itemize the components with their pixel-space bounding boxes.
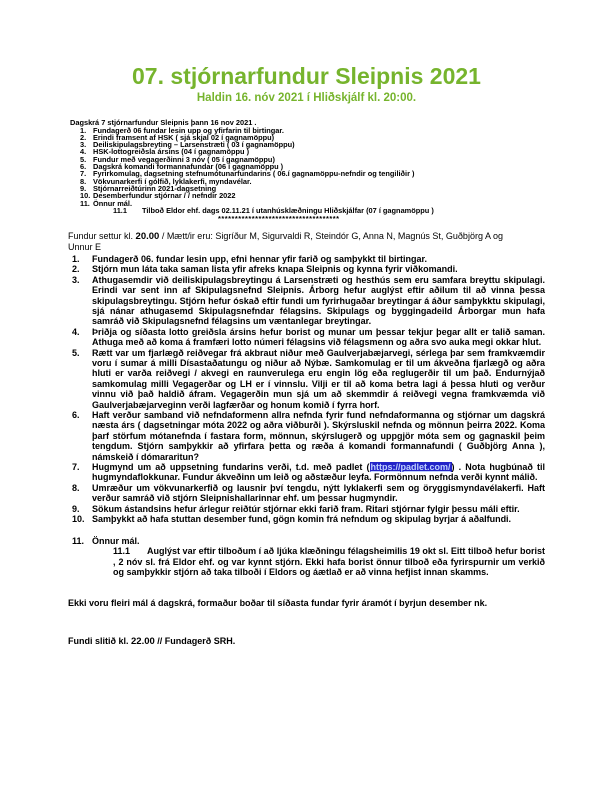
minutes-item-number: 6. xyxy=(72,410,80,421)
minutes-item-text: Sökum ástandsins hefur árlegur reiðtúr stjórnar ekki farið fram. Ritari stjórnar fylgir þessu máli eftir. xyxy=(92,503,520,514)
agenda-item-number: 2. xyxy=(80,132,87,142)
asterisk-divider: ************************************ xyxy=(218,213,340,223)
minutes-item xyxy=(68,483,545,504)
minutes-item xyxy=(68,327,545,348)
minutes-item-number: 7. xyxy=(72,462,80,473)
minutes-item-text: Rætt var um fjarlægð reiðvegar frá akbraut niður með Gaulverjabæjarvegi, sérlega þar sem framkvæmdir voru í sumar á milli Dísastaðatungu og niður að Nýbæ. Samkomulag er til um ákveðna fjarlægð og aðra hluti er varða reiðvegi / akvegi en raunverulega eru engin lög eða reglugerðir til um það. Endurnýjað samkomulag milli Vegagerðar og LH er í vinnslu. Vilji er til að koma betra lagi á þessa hluti og verður vinnu við það haldið áfram. Vegagerðin mun sjá um að skemmdir á reiðvegi vegna framkvæmda við Gaulverjabæjarveginn verði lagfærðar og honum komið í fyrra horf. xyxy=(92,347,545,410)
minutes-item-text: Fundagerð 06. fundar lesin upp, efni hennar yfir farið og samþykkt til birtingar. xyxy=(92,253,428,264)
agenda-item-text: Desemberfundur stjórnar / / nefndir 2022 xyxy=(93,191,236,201)
agenda-item-number: 3. xyxy=(80,140,87,150)
minutes-item-number: 3. xyxy=(72,274,80,285)
minutes-item-number: 10. xyxy=(72,514,85,525)
minutes-item-number: 8. xyxy=(72,482,80,493)
agenda-item-number: 5. xyxy=(80,154,87,164)
minutes-other-items xyxy=(68,536,545,546)
agenda-item-text: Vökvunarkerfi í gólfið, lyklakerfi, myndavélar. xyxy=(93,176,252,186)
meeting-adjourned-text: Fundi slitið kl. xyxy=(68,635,131,646)
agenda-item-text: HSK-lottogreiðsla ársins (04 í gagnamöppu ) xyxy=(93,147,250,157)
link-post-text: ) . Nota hugbúnað til hugmyndaflokkunar. Fundur ákveðinn um leið og aðstæður leyfa. Formönnum nefnda verði kynnt málið. xyxy=(92,462,545,483)
minutes-item-text: Umræður um vökvunarkerfið og lausnir því tengdu, nýtt lyklakerfi sem og öryggismyndavélakerfi. Haft verður samráð við stjórn Sleipnishallarinnar ehf. um þessar hugmyndir. xyxy=(92,482,545,504)
agenda-item-text: Deiliskipulagsbreyting – Larsenstræti ( 03 í gagnamöppu) xyxy=(93,140,295,150)
agenda-subitem-text: Tilboð Eldor ehf. dags 02.11.21 í utanhúsklæðningu Hliðskjálfar (07 í gagnamöppu ) xyxy=(141,206,434,216)
minutes-subitem-number: 11.1 xyxy=(113,546,131,557)
agenda-item-text: Fyrirkomulag, dagsetning stefnumótunarfundarins ( 06.í gagnamöppu-nefndir og tengiliðir ) xyxy=(93,169,415,179)
agenda-item-number: 9. xyxy=(80,183,87,193)
agenda-item-number: 10. xyxy=(80,191,91,201)
agenda-item xyxy=(68,192,545,199)
agenda-item-number: 4. xyxy=(80,147,87,157)
minutes-item-number: 11. xyxy=(72,535,85,546)
closing-paragraph: Ekki voru fleiri mál á dagskrá, formaður boðar til síðasta fundar fyrir áramót í byrjun desember nk. xyxy=(68,597,488,608)
agenda-item-text: Önnur mál. xyxy=(93,198,133,208)
minutes-item-number: 1. xyxy=(72,253,80,264)
minutes-item xyxy=(68,410,545,462)
minutes-item-text: Þriðja og síðasta lotto greiðsla ársins hefur borist og munar um þessar tekjur þegar allt er talið saman. Athuga með að koma á framfæri lotto númeri félagsins við félagsmenn og aðra svo auka megi okkar hlut. xyxy=(92,326,545,348)
page-title: 07. stjórnarfundur Sleipnis 2021 xyxy=(132,63,481,89)
minutes-item xyxy=(68,254,545,264)
agenda-item-number: 11. xyxy=(80,198,90,208)
link-pre-text: Hugmynd um að uppsetning fundarins verði, t.d. með padlet ( xyxy=(92,462,370,473)
minutes-item xyxy=(68,514,545,524)
attendee-names-overflow: Unnur E xyxy=(68,242,102,253)
agenda-item-text: Fundagerð 06 fundar lesin upp og yfirfarin til birtingar. xyxy=(93,125,284,135)
minutes-item-with-link xyxy=(68,462,545,483)
padlet-link[interactable]: https://padlet.com/ xyxy=(370,462,451,473)
minutes-item-number: 5. xyxy=(72,347,80,358)
meeting-start-time: 20.00 xyxy=(135,230,160,242)
minutes-item-text: Athugasemdir við deiliskipulagsbreytingu á Larsenstræti og hesthús sem eru samfara breyttu skipulagi. Erindi var sent inn af Skipulagsnefnd Sleipnis. Árborg hefur auglýst eftir aðilum til að vinna þessa skipulagsbreytingu. Stjórn hefur óskað eftir fundi um fyrirhugaðar breytingar á áður samþykktu skipulagi, sjá nánar athugasemd Skipulagsnefndar félagsins. Skipulags og byggingadeild Árborgar mun hafa samráð við Skipulagsnefnd félagsins um væntanlegar breytingar. xyxy=(92,274,545,327)
signoff-line xyxy=(68,636,545,647)
agenda-item-text: Dagskrá komandi formannafundar (06 í gagnamöppu ) xyxy=(93,162,284,172)
agenda-item-text: Stjórnarreiðtúrinn 2021-dagsetning xyxy=(93,183,217,193)
minutes-other-label: Önnur mál. xyxy=(92,535,140,546)
minutes-item-text: Stjórn mun láta taka saman lista yfir afreks knapa Sleipnis og kynna fyrir viðkomandi. xyxy=(92,264,458,275)
agenda-section xyxy=(68,119,545,222)
minutes-item-number: 9. xyxy=(72,503,80,514)
agenda-item-text: Fundur með vegagerðinni 3 nóv ( 05 í gagnamöppu) xyxy=(93,154,275,164)
minutes-subitem-text: Auglýst var eftir tilboðum í að ljúka klæðningu félagsheimilis 19 okt sl. Eitt tilboð hefur borist , 2 nóv sl. frá Eldor ehf. og var kynnt stjórn. Ekki hafa borist önnur tilboð eða fyrirspurnir um verkið og samþykkir stjórn að taka tilboði í Eldors og áætlað er að vinna hefjist innan skamms. xyxy=(113,546,545,578)
agenda-item-number: 8. xyxy=(80,176,87,186)
minutes-item-number: 4. xyxy=(72,326,80,337)
minutes-author: // Fundagerð SRH. xyxy=(154,635,236,646)
agenda-heading: Dagskrá 7 stjórnarfundur Sleipnis þann 16 nov 2021 . xyxy=(70,118,257,128)
minutes-subitem xyxy=(68,546,545,577)
minutes-item xyxy=(68,348,545,410)
minutes-item-text: Samþykkt að hafa stuttan desember fund, gögn komin frá nefndum og skipulag byrjar á aðalfundi. xyxy=(92,514,512,525)
agenda-item-number: 1. xyxy=(80,125,87,135)
attendee-names: / Mætt/ir eru: Sigríður M, Sigurvaldi R, Steindór G, Anna N, Magnús St, Guðbjörg A og xyxy=(159,230,503,241)
page-subtitle: Haldin 16. nóv 2021 í Hliðskjálf kl. 20:00. xyxy=(196,92,417,105)
minutes-item xyxy=(68,264,545,274)
agenda-subitem-number: 11.1 xyxy=(113,206,127,216)
agenda-item-number: 7. xyxy=(80,169,87,179)
attendance-line xyxy=(68,231,545,253)
agenda-item-text: Erindi framsent af HSK ( sjá skjal 02 í gagnamöppu) xyxy=(93,132,275,142)
minutes-section xyxy=(68,254,545,578)
meeting-end-time: 22.00 xyxy=(131,635,155,647)
agenda-item-number: 6. xyxy=(80,162,87,172)
minutes-item-text xyxy=(92,462,545,483)
minutes-item xyxy=(68,504,545,514)
minutes-item xyxy=(68,275,545,327)
minutes-item-text: Haft verður samband við nefndaformenn allra nefnda fyrir fund nefndaformanna og stjórnar um dagskrá næsta árs ( dagsetningar móta 2022 og aðra viðburði ). Skýrsluskil nefnda og mönnun þeirra 2022. Koma þarf störfum mótanefnda í fastara form, mönnun, skýrslugerð og uppgjör móta sem og gagnaskil þeim tengdum. Stjórn samþykkir að yfirfara þetta og ræða á komandi formannafundi ( Guðbjörg Anna ), námskeið í dómararitun? xyxy=(92,410,545,462)
meeting-opened-text: Fundur settur kl. xyxy=(68,230,136,241)
minutes-item-number: 2. xyxy=(72,264,80,275)
